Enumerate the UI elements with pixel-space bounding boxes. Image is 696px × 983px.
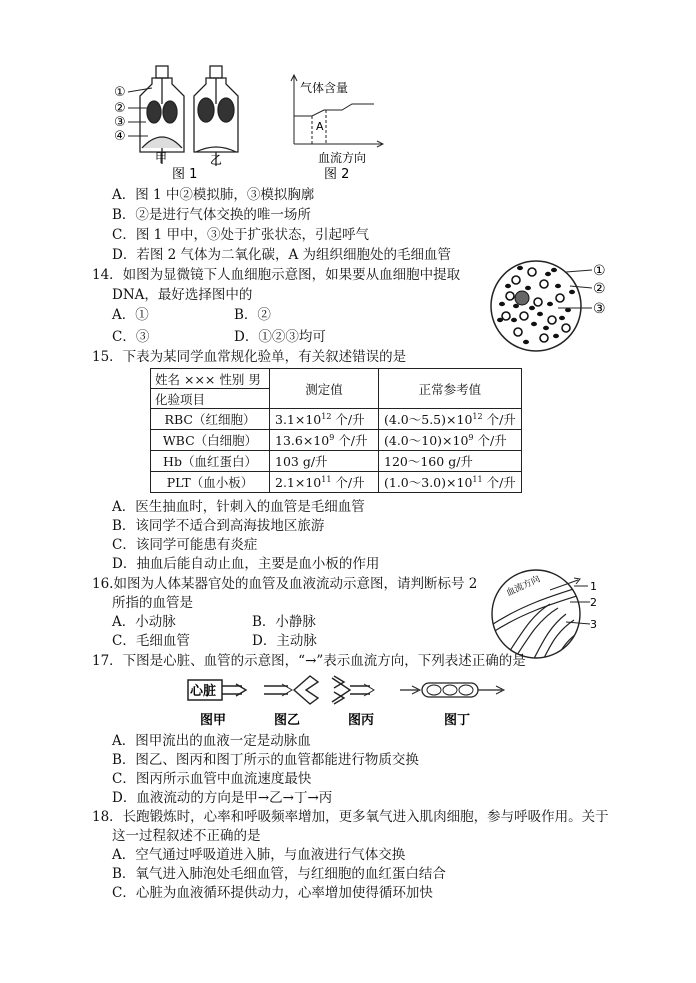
q17-caption-bing: 图丙 [348,713,375,728]
q17-heart-label: 心脏 [190,684,217,699]
red-blood-cell [513,304,519,308]
q14-option-c: C．③ [112,329,150,345]
q15-option-a: A．医生抽血时，针刺入的血管是毛细血管 [112,499,365,515]
red-blood-cell [553,334,559,338]
red-blood-cell [559,316,565,320]
red-blood-cell [525,286,531,290]
fig1-label-1: ① [114,85,126,100]
q17-vessel-figure [184,674,514,730]
red-blood-cell [545,272,551,276]
q16-stem-1: 16.如图为人体某器官处的血管及血液流动示意图，请判断标号 2 [92,576,478,592]
fig1-label-4: ④ [114,129,126,144]
q18-stem-1: 18．长跑锻炼时，心率和呼吸频率增加，更多氧气进入肌肉细胞，参与呼吸作用。关于 [92,809,609,825]
fig1-jia: 甲 [155,151,168,165]
table-row [151,430,522,451]
table-cell-item: PLT（血小板） [151,472,270,493]
q17-stem: 17．下图是心脏、血管的示意图，“→”表示血流方向，下列表述正确的是 [92,653,526,669]
q17-option-a: A．图甲流出的血液一定是动脉血 [112,733,311,749]
table-header-item: 化验项目 [155,392,206,407]
q14-label-2: ② [593,281,606,297]
q17-option-d: D．血液流动的方向是甲→乙→丁→丙 [112,790,333,806]
bell-jar-yi [194,66,238,166]
red-blood-cell [543,326,549,330]
bell-jar-jia [140,66,184,164]
table-header-measured: 测定值 [270,369,379,409]
fig2-caption: 图 2 [324,167,350,182]
fig2-marker-a: A [316,120,324,133]
q14-label-3: ③ [593,301,606,317]
table-header-name-cell [151,369,270,409]
q16-flow-label: 血流方向 [505,574,542,599]
q15-option-d: D．抽血后能自动止血，主要是血小板的作用 [112,556,380,572]
red-blood-cell [517,266,523,270]
fig1-label-2: ② [114,101,126,116]
table-cell-item: WBC（白细胞） [151,430,270,451]
table-cell-ref: 120～160 g/升 [379,451,522,472]
table-cell-value: $3.1\times 10^{12}$ 个/升 [270,409,379,430]
table-cell-value: $2.1\times 10^{11}$ 个/升 [270,472,379,493]
table-row [151,451,522,472]
table-cell-ref: $(4.0\sim 10)\times 10^9$ 个/升 [379,430,522,451]
red-blood-cell [529,306,535,310]
blood-test-table [150,368,522,493]
fig2-xlabel: 血流方向 [318,151,367,165]
q17-option-c: C．图丙所示血管中血流速度最快 [112,771,312,787]
q13-option-b: B．②是进行气体交换的唯一场所 [112,207,311,223]
q17-option-b: B．图乙、图丙和图丁所示的血管都能进行物质交换 [112,752,419,768]
fig1-yi: 乙 [210,153,223,167]
fig2-ylabel: 气体含量 [300,81,349,95]
q16-label-2: 2 [590,596,597,609]
red-blood-cell [511,318,517,322]
red-blood-cell [569,290,575,294]
q14-label-1: ① [593,263,606,279]
table-cell-ref: $(4.0\sim 5.5)\times 10^{12}$ 个/升 [379,409,522,430]
red-blood-cell [555,284,561,288]
table-cell-item: RBC（红细胞） [151,409,270,430]
table-cell-value: $13.6\times 10^9$ 个/升 [270,430,379,451]
q17-caption-ding: 图丁 [444,713,471,728]
q18-option-c: C．心脏为血液循环提供动力，心率增加使得循环加快 [112,885,433,901]
q18-option-b: B．氧气进入肺泡处毛细血管，与红细胞的血红蛋白结合 [112,866,446,882]
q15-option-b: B．该同学不适合到高海拔地区旅游 [112,518,325,534]
table-cell-value: 103 g/升 [270,451,379,472]
q16-option-c: C．毛细血管 [112,633,190,649]
table-row [151,409,522,430]
q13-figure-2 [288,72,398,182]
table-header-name: 姓名 ××× 性别 男 [151,369,269,389]
q16-stem-2: 所指的血管是 [112,595,193,611]
q16-option-d: D．主动脉 [252,633,317,649]
q16-label-1: 1 [590,580,597,593]
q17-caption-yi: 图乙 [274,713,301,728]
red-blood-cell [547,302,553,306]
q16-option-b: B．小静脉 [252,614,316,630]
table-row [151,472,522,493]
q18-stem-2: 这一过程叙述不正确的是 [112,828,261,844]
fig1-caption: 图 1 [172,167,198,182]
q14-option-b: B．② [234,307,271,323]
red-blood-cell [505,284,511,288]
q14-option-a: A．① [112,307,149,323]
red-blood-cell [523,340,529,344]
q15-option-c: C．该同学可能患有炎症 [112,537,258,553]
table-header-ref: 正常参考值 [379,369,522,409]
red-blood-cell [531,322,537,326]
table-cell-ref: $(1.0\sim 3.0)\times 10^{11}$ 个/升 [379,472,522,493]
red-blood-cell [551,268,557,272]
q16-label-3: 3 [590,618,597,631]
q17-caption-jia: 图甲 [200,713,227,728]
q14-stem-1: 14．如图为显微镜下人血细胞示意图，如果要从血细胞中提取 [92,267,461,283]
red-blood-cell [537,312,543,316]
fig1-label-3: ③ [114,115,126,130]
q16-option-a: A．小动脉 [112,614,176,630]
q13-option-c: C．图 1 甲中，③处于扩张状态，引起呼气 [112,227,370,243]
q14-stem-2: DNA，最好选择图中的 [112,287,253,303]
red-blood-cell [499,302,505,306]
q18-option-a: A．空气通过呼吸道进入肺，与血液进行气体交换 [112,847,406,863]
q15-stem: 15．下表为某同学血常规化验单，有关叙述错误的是 [92,349,407,365]
q13-option-d: D．若图 2 气体为二氧化碳，A 为组织细胞处的毛细血管 [112,247,452,263]
q14-option-d: D．①②③均可 [234,329,326,345]
q13-option-a: A．图 1 中②模拟肺，③模拟胸廓 [112,187,315,203]
q13-figure-1 [112,60,252,182]
table-cell-item: Hb（血红蛋白） [151,451,270,472]
q14-blood-cell-figure [488,258,618,356]
q16-vessel-figure [490,566,600,664]
